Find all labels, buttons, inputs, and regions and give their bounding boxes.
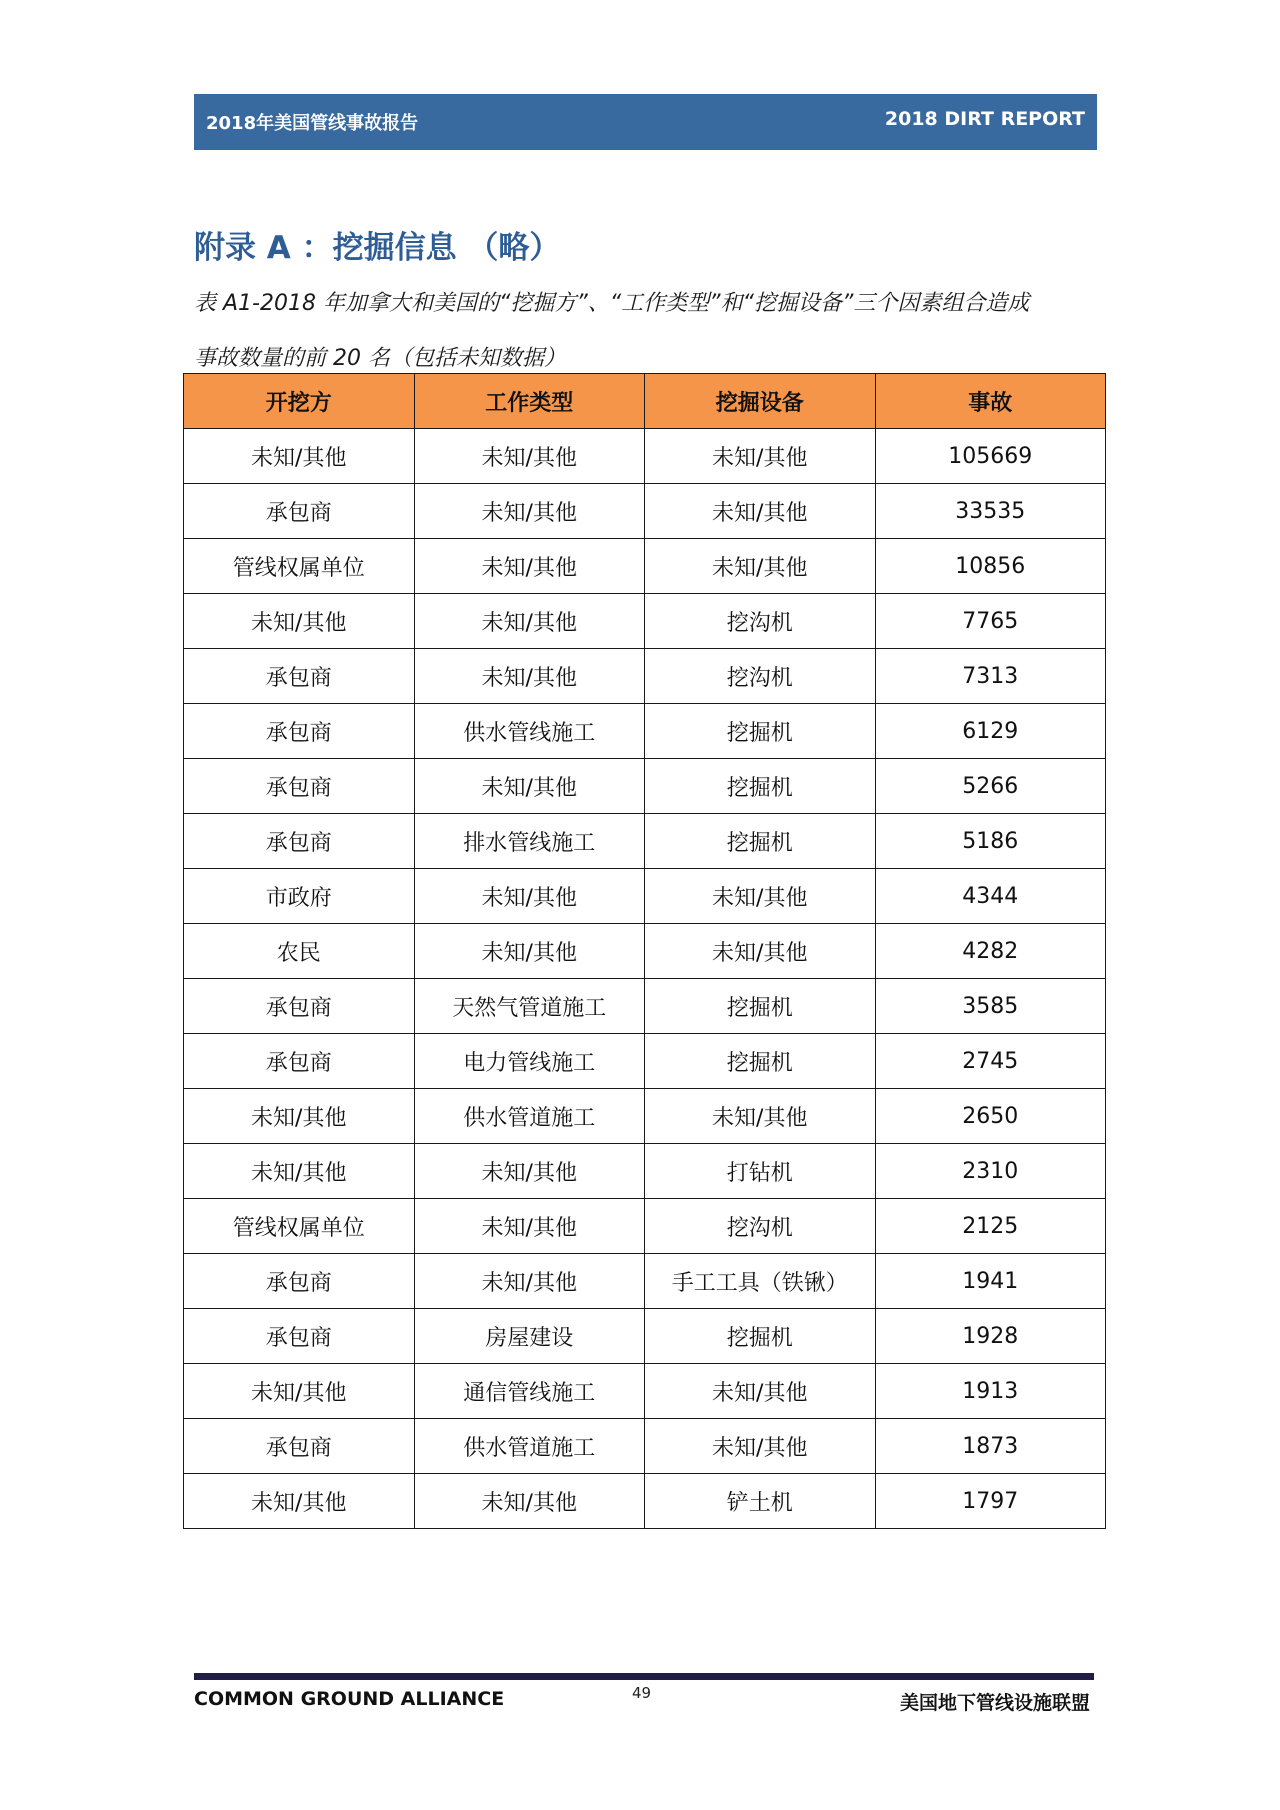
cell-incidents: 4282 — [875, 924, 1106, 979]
cell-excavator: 未知/其他 — [184, 594, 415, 649]
footer-organization-cn: 美国地下管线设施联盟 — [899, 1692, 1090, 1714]
cell-equipment: 未知/其他 — [645, 429, 876, 484]
page-number: 49 — [632, 1684, 652, 1702]
cell-excavator: 承包商 — [184, 1034, 415, 1089]
cell-incidents: 2745 — [875, 1034, 1106, 1089]
table-row — [184, 759, 1106, 814]
cell-equipment: 挖沟机 — [645, 1199, 876, 1254]
cell-work-type: 未知/其他 — [414, 1254, 645, 1309]
table-row — [184, 539, 1106, 594]
cell-incidents: 2310 — [875, 1144, 1106, 1199]
cell-incidents: 6129 — [875, 704, 1106, 759]
table-row — [184, 1474, 1106, 1529]
cell-excavator: 市政府 — [184, 869, 415, 924]
cell-excavator: 未知/其他 — [184, 1474, 415, 1529]
cell-excavator: 承包商 — [184, 814, 415, 869]
cell-work-type: 供水管道施工 — [414, 1089, 645, 1144]
column-header-excavator: 开挖方 — [184, 374, 415, 429]
table-row — [184, 484, 1106, 539]
table-row — [184, 1419, 1106, 1474]
table-row — [184, 429, 1106, 484]
cell-equipment: 挖掘机 — [645, 1034, 876, 1089]
cell-work-type: 电力管线施工 — [414, 1034, 645, 1089]
cell-excavator: 承包商 — [184, 1309, 415, 1364]
cell-incidents: 2650 — [875, 1089, 1106, 1144]
cell-incidents: 4344 — [875, 869, 1106, 924]
cell-work-type: 未知/其他 — [414, 1199, 645, 1254]
cell-excavator: 管线权属单位 — [184, 1199, 415, 1254]
cell-work-type: 未知/其他 — [414, 924, 645, 979]
table-row — [184, 1089, 1106, 1144]
cell-excavator: 未知/其他 — [184, 429, 415, 484]
cell-equipment: 铲土机 — [645, 1474, 876, 1529]
cell-excavator: 承包商 — [184, 979, 415, 1034]
cell-work-type: 房屋建设 — [414, 1309, 645, 1364]
table-row — [184, 704, 1106, 759]
table-row — [184, 979, 1106, 1034]
cell-equipment: 挖掘机 — [645, 814, 876, 869]
cell-incidents: 3585 — [875, 979, 1106, 1034]
cell-excavator: 承包商 — [184, 1419, 415, 1474]
cell-equipment: 挖沟机 — [645, 649, 876, 704]
cell-equipment: 打钻机 — [645, 1144, 876, 1199]
cell-incidents: 7765 — [875, 594, 1106, 649]
cell-incidents: 1928 — [875, 1309, 1106, 1364]
cell-incidents: 33535 — [875, 484, 1106, 539]
cell-equipment: 未知/其他 — [645, 484, 876, 539]
cell-work-type: 未知/其他 — [414, 1474, 645, 1529]
column-header-work-type: 工作类型 — [414, 374, 645, 429]
table-row — [184, 1254, 1106, 1309]
cell-excavator: 承包商 — [184, 484, 415, 539]
cell-incidents: 5186 — [875, 814, 1106, 869]
column-header-incidents: 事故 — [875, 374, 1106, 429]
cell-work-type: 未知/其他 — [414, 649, 645, 704]
table-row — [184, 1364, 1106, 1419]
table-row — [184, 1199, 1106, 1254]
table-row — [184, 814, 1106, 869]
table-row — [184, 1034, 1106, 1089]
report-header-band — [194, 94, 1097, 150]
cell-equipment: 未知/其他 — [645, 1089, 876, 1144]
cell-excavator: 未知/其他 — [184, 1364, 415, 1419]
cell-work-type: 未知/其他 — [414, 1144, 645, 1199]
cell-excavator: 承包商 — [184, 649, 415, 704]
cell-excavator: 承包商 — [184, 704, 415, 759]
cell-incidents: 105669 — [875, 429, 1106, 484]
table-row — [184, 869, 1106, 924]
cell-excavator: 农民 — [184, 924, 415, 979]
table-row — [184, 594, 1106, 649]
cell-equipment: 未知/其他 — [645, 539, 876, 594]
cell-work-type: 未知/其他 — [414, 869, 645, 924]
cell-equipment: 挖沟机 — [645, 594, 876, 649]
appendix-title: 附录 A ：挖掘信息 （略） — [194, 230, 561, 266]
report-title-en: 2018 DIRT REPORT — [884, 108, 1085, 130]
table-row — [184, 1144, 1106, 1199]
cell-incidents: 1913 — [875, 1364, 1106, 1419]
table-row — [184, 649, 1106, 704]
table-header-row — [184, 374, 1106, 429]
cell-equipment: 未知/其他 — [645, 869, 876, 924]
top-20-incidents-table — [183, 373, 1106, 1529]
cell-incidents: 1941 — [875, 1254, 1106, 1309]
cell-work-type: 供水管线施工 — [414, 704, 645, 759]
cell-work-type: 未知/其他 — [414, 594, 645, 649]
table-caption-line-1: 表 A1-2018 年加拿大和美国的“挖掘方”、“工作类型”和“挖掘设备”三个因素组合造成 — [194, 291, 1030, 316]
cell-excavator: 承包商 — [184, 1254, 415, 1309]
cell-incidents: 7313 — [875, 649, 1106, 704]
column-header-equipment: 挖掘设备 — [645, 374, 876, 429]
table-row — [184, 924, 1106, 979]
cell-equipment: 挖掘机 — [645, 759, 876, 814]
cell-equipment: 挖掘机 — [645, 979, 876, 1034]
cell-equipment: 未知/其他 — [645, 1364, 876, 1419]
footer-divider — [194, 1673, 1094, 1680]
cell-equipment: 挖掘机 — [645, 1309, 876, 1364]
cell-work-type: 未知/其他 — [414, 759, 645, 814]
cell-incidents: 5266 — [875, 759, 1106, 814]
cell-equipment: 未知/其他 — [645, 1419, 876, 1474]
cell-work-type: 供水管道施工 — [414, 1419, 645, 1474]
cell-incidents: 10856 — [875, 539, 1106, 594]
cell-work-type: 未知/其他 — [414, 539, 645, 594]
cell-work-type: 排水管线施工 — [414, 814, 645, 869]
cell-work-type: 通信管线施工 — [414, 1364, 645, 1419]
cell-excavator: 承包商 — [184, 759, 415, 814]
report-title-cn: 2018年美国管线事故报告 — [206, 113, 419, 134]
cell-excavator: 未知/其他 — [184, 1144, 415, 1199]
footer-organization-en: COMMON GROUND ALLIANCE — [194, 1688, 505, 1710]
table-caption-line-2: 事故数量的前 20 名（包括未知数据） — [194, 346, 566, 371]
cell-equipment: 未知/其他 — [645, 924, 876, 979]
cell-incidents: 1797 — [875, 1474, 1106, 1529]
cell-equipment: 手工工具（铁锹） — [645, 1254, 876, 1309]
cell-work-type: 天然气管道施工 — [414, 979, 645, 1034]
cell-equipment: 挖掘机 — [645, 704, 876, 759]
cell-incidents: 1873 — [875, 1419, 1106, 1474]
cell-excavator: 管线权属单位 — [184, 539, 415, 594]
cell-work-type: 未知/其他 — [414, 429, 645, 484]
cell-incidents: 2125 — [875, 1199, 1106, 1254]
cell-excavator: 未知/其他 — [184, 1089, 415, 1144]
cell-work-type: 未知/其他 — [414, 484, 645, 539]
table-row — [184, 1309, 1106, 1364]
